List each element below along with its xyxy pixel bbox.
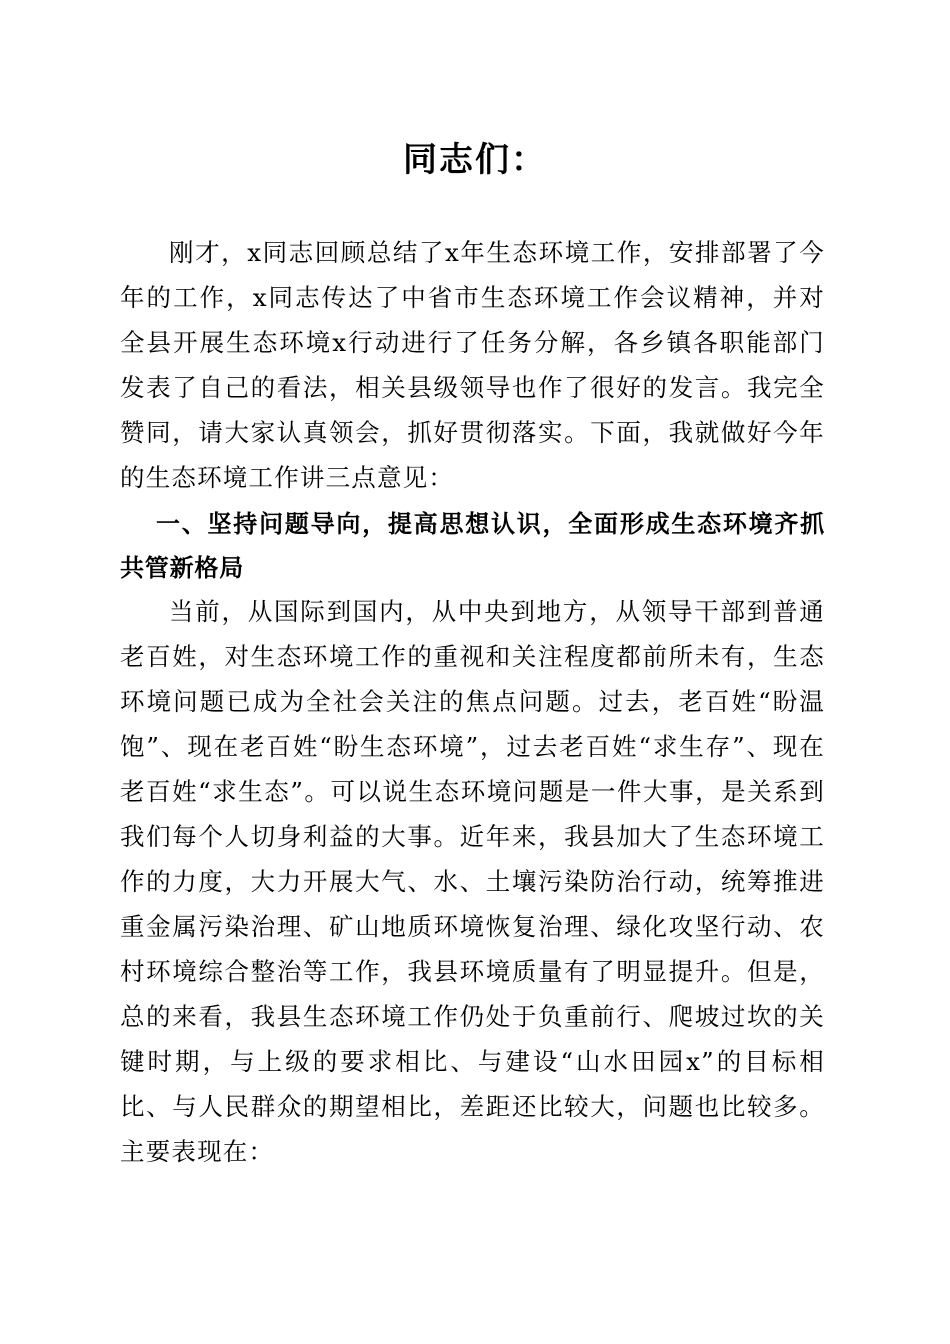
section-heading-1: 一、坚持问题导向，提高思想认识，全面形成生态环境齐抓共管新格局 (120, 510, 825, 582)
intro-paragraph: 刚才，x同志回顾总结了x年生态环境工作，安排部署了今年的工作，x同志传达了中省市生态环境工作会议精神，并对全县开展生态环境x行动进行了任务分解，各乡镇各职能部门发表了自己的看法，相关县级领导也作了很好的发言。我完全赞同，请大家认真领会，抓好贯彻落实。下面，我就做好今年的生态环境工作讲三点意见： (120, 238, 825, 492)
document-title: 同志们： (403, 140, 547, 180)
section-1-paragraph: 当前，从国际到国内，从中央到地方，从领导干部到普通老百姓，对生态环境工作的重视和关注程度都前所未有，生态环境问题已成为全社会关注的焦点问题。过去，老百姓“盼温饱”、现在老百姓“盼生态环境”，过去老百姓“求生存”、现在老百姓“求生态”。可以说生态环境问题是一件大事，是关系到我们每个人切身利益的大事。近年来，我县加大了生态环境工作的力度，大力开展大气、水、土壤污染防治行动，统筹推进重金属污染治理、矿山地质环境恢复治理、绿化攻坚行动、农村环境综合整治等工作，我县环境质量有了明显提升。但是，总的来看，我县生态环境工作仍处于负重前行、爬坡过坎的关键时期，与上级的要求相比、与建设“山水田园x”的目标相比、与人民群众的期望相比，差距还比较大，问题也比较多。主要表现在： (120, 597, 825, 1166)
